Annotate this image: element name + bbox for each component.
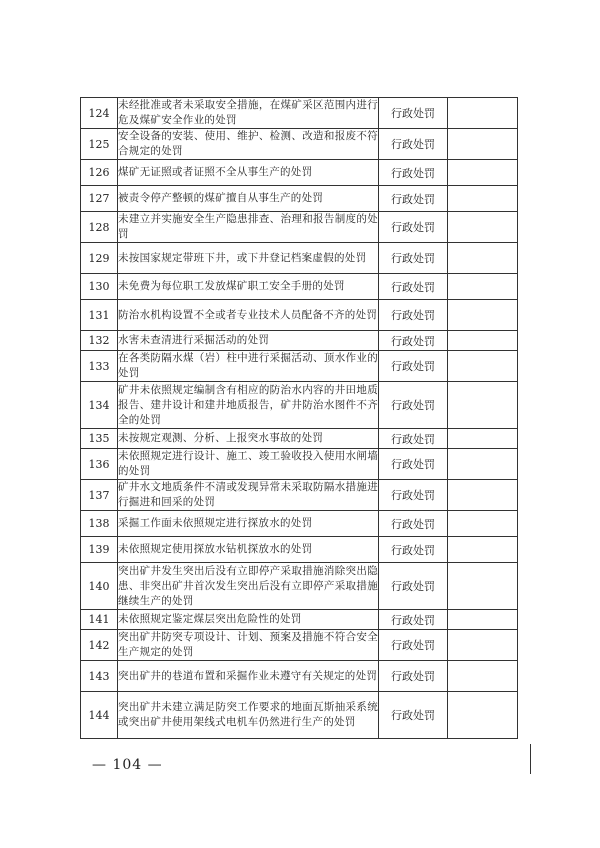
blank-cell (448, 382, 518, 429)
row-number: 124 (81, 98, 118, 129)
item-description: 被责令停产整顿的煤矿擅自从事生产的处罚 (118, 186, 379, 212)
table-row (81, 449, 518, 480)
row-number: 137 (81, 480, 118, 511)
item-description: 未免费为每位职工发放煤矿职工安全手册的处罚 (118, 274, 379, 300)
item-description: 未依照规定使用探放水钻机探放水的处罚 (118, 537, 379, 563)
table-row (81, 692, 518, 739)
item-description: 突出矿井防突专项设计、计划、预案及措施不符合安全生产规定的处罚 (118, 630, 379, 661)
table-row (81, 610, 518, 630)
blank-cell (448, 511, 518, 537)
action-type: 行政处罚 (379, 98, 448, 129)
action-type: 行政处罚 (379, 537, 448, 563)
row-number: 143 (81, 661, 118, 692)
row-number: 134 (81, 382, 118, 429)
action-type: 行政处罚 (379, 382, 448, 429)
action-type: 行政处罚 (379, 212, 448, 243)
row-number: 141 (81, 610, 118, 630)
item-description: 矿井水文地质条件不清或发现异常未采取防隔水措施进行掘进和回采的处罚 (118, 480, 379, 511)
action-type: 行政处罚 (379, 511, 448, 537)
row-number: 133 (81, 351, 118, 382)
table-row (81, 129, 518, 160)
row-number: 139 (81, 537, 118, 563)
row-number: 128 (81, 212, 118, 243)
item-description: 突出矿井未建立满足防突工作要求的地面瓦斯抽采系统或突出矿井使用架线式电机车仍然进行生产的处罚 (118, 692, 379, 739)
item-description: 采掘工作面未依照规定进行探放水的处罚 (118, 511, 379, 537)
blank-cell (448, 630, 518, 661)
item-description: 未经批准或者未采取安全措施，在煤矿采区范围内进行危及煤矿安全作业的处罚 (118, 98, 379, 129)
row-number: 125 (81, 129, 118, 160)
row-number: 142 (81, 630, 118, 661)
margin-line (530, 744, 531, 774)
table-row (81, 212, 518, 243)
item-description: 未按国家规定带班下井，或下井登记档案虚假的处罚 (118, 243, 379, 274)
row-number: 129 (81, 243, 118, 274)
action-type: 行政处罚 (379, 449, 448, 480)
item-description: 未依照规定进行设计、施工、竣工验收投入使用水闸墙的处罚 (118, 449, 379, 480)
action-type: 行政处罚 (379, 129, 448, 160)
row-number: 127 (81, 186, 118, 212)
action-type: 行政处罚 (379, 429, 448, 449)
row-number: 138 (81, 511, 118, 537)
table-row (81, 630, 518, 661)
row-number: 140 (81, 563, 118, 610)
action-type: 行政处罚 (379, 661, 448, 692)
table-row (81, 480, 518, 511)
blank-cell (448, 212, 518, 243)
table-body (81, 98, 518, 739)
item-description: 矿井未依照规定编制含有相应的防治水内容的井田地质报告、建井设计和建井地质报告，矿井防治水图件不齐全的处罚 (118, 382, 379, 429)
action-type: 行政处罚 (379, 274, 448, 300)
item-description: 在各类防隔水煤（岩）柱中进行采掘活动、顶水作业的处罚 (118, 351, 379, 382)
blank-cell (448, 537, 518, 563)
blank-cell (448, 129, 518, 160)
table-row (81, 160, 518, 186)
item-description: 防治水机构设置不全或者专业技术人员配备不齐的处罚 (118, 300, 379, 331)
row-number: 130 (81, 274, 118, 300)
blank-cell (448, 429, 518, 449)
blank-cell (448, 186, 518, 212)
table-row (81, 98, 518, 129)
item-description: 未依照规定鉴定煤层突出危险性的处罚 (118, 610, 379, 630)
penalty-table (80, 97, 518, 739)
action-type: 行政处罚 (379, 331, 448, 351)
blank-cell (448, 661, 518, 692)
table-row (81, 274, 518, 300)
blank-cell (448, 610, 518, 630)
table-row (81, 331, 518, 351)
action-type: 行政处罚 (379, 480, 448, 511)
action-type: 行政处罚 (379, 186, 448, 212)
page-number: — 104 — (92, 757, 163, 773)
table-row (81, 537, 518, 563)
action-type: 行政处罚 (379, 300, 448, 331)
blank-cell (448, 351, 518, 382)
blank-cell (448, 160, 518, 186)
item-description: 煤矿无证照或者证照不全从事生产的处罚 (118, 160, 379, 186)
blank-cell (448, 274, 518, 300)
blank-cell (448, 300, 518, 331)
row-number: 131 (81, 300, 118, 331)
table-row (81, 511, 518, 537)
blank-cell (448, 480, 518, 511)
table-row (81, 661, 518, 692)
action-type: 行政处罚 (379, 610, 448, 630)
row-number: 126 (81, 160, 118, 186)
table-row (81, 429, 518, 449)
item-description: 突出矿井的巷道布置和采掘作业未遵守有关规定的处罚 (118, 661, 379, 692)
action-type: 行政处罚 (379, 160, 448, 186)
blank-cell (448, 243, 518, 274)
table-row (81, 563, 518, 610)
table-row (81, 351, 518, 382)
action-type: 行政处罚 (379, 351, 448, 382)
action-type: 行政处罚 (379, 243, 448, 274)
table-row (81, 186, 518, 212)
item-description: 未建立并实施安全生产隐患排查、治理和报告制度的处罚 (118, 212, 379, 243)
action-type: 行政处罚 (379, 692, 448, 739)
blank-cell (448, 449, 518, 480)
action-type: 行政处罚 (379, 630, 448, 661)
blank-cell (448, 98, 518, 129)
item-description: 安全设备的安装、使用、维护、检测、改造和报废不符合规定的处罚 (118, 129, 379, 160)
item-description: 突出矿井发生突出后没有立即停产采取措施消除突出隐患、非突出矿井首次发生突出后没有立即停产采取措施继续生产的处罚 (118, 563, 379, 610)
table-row (81, 243, 518, 274)
blank-cell (448, 692, 518, 739)
item-description: 水害未查清进行采掘活动的处罚 (118, 331, 379, 351)
row-number: 144 (81, 692, 118, 739)
row-number: 135 (81, 429, 118, 449)
row-number: 136 (81, 449, 118, 480)
blank-cell (448, 331, 518, 351)
action-type: 行政处罚 (379, 563, 448, 610)
blank-cell (448, 563, 518, 610)
table-row (81, 300, 518, 331)
row-number: 132 (81, 331, 118, 351)
table-row (81, 382, 518, 429)
item-description: 未按规定观测、分析、上报突水事故的处罚 (118, 429, 379, 449)
